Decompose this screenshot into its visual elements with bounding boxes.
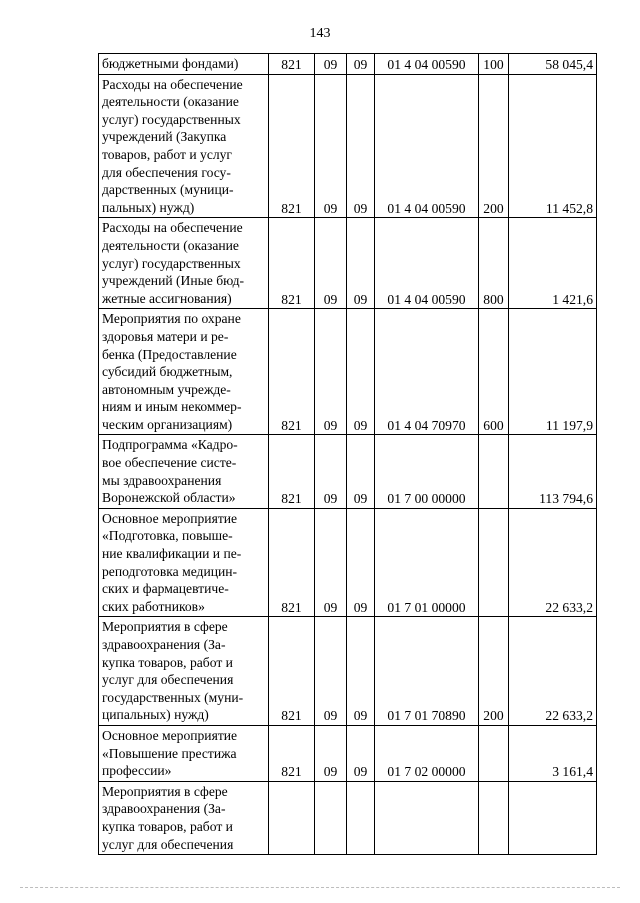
amount: 3 161,4 [509,725,597,781]
row-name-line: Мероприятия по охране [102,311,241,327]
section-code: 09 [315,218,347,309]
row-name-line: ских и фармацевтиче- [102,581,229,597]
row-name [99,435,269,508]
section-code: 09 [315,725,347,781]
row-name-line: профессии» [102,763,172,779]
row-name-line: «Подготовка, повыше- [102,528,233,544]
expense-type-code [479,435,509,508]
row-name-line: здравоохранения (За- [102,637,226,652]
row-name-line: реподготовка медицин- [102,563,238,579]
table-row [99,508,597,617]
row-name-line: мы здравоохранения [102,472,222,488]
row-name-line: услуг) государственных [102,255,241,271]
row-name-line: Мероприятия в сфере [102,783,228,799]
target-article-code: 01 4 04 00590 [375,218,479,309]
subsection-code: 09 [347,218,375,309]
amount: 1 421,6 [509,218,597,309]
subsection-code: 09 [347,309,375,435]
expense-type-code: 100 [479,54,509,75]
amount [509,781,597,854]
row-name-line: ние квалификации и пе- [102,546,242,562]
row-name-line: деятельности (оказание [102,94,239,110]
row-name-line: Подпрограмма «Кадро- [102,437,238,453]
table-row [99,218,597,309]
ministry-code: 821 [269,725,315,781]
row-name [99,508,269,617]
target-article-code: 01 7 01 70890 [375,617,479,726]
target-article-code: 01 4 04 00590 [375,74,479,218]
subsection-code [347,781,375,854]
row-name [99,54,269,75]
ministry-code [269,781,315,854]
row-name-line: ских работников» [102,598,205,614]
row-name-line: для обеспечения госу- [102,164,231,180]
target-article-code: 01 7 02 00000 [375,725,479,781]
expense-type-code: 200 [479,617,509,726]
row-name [99,218,269,309]
budget-table [98,53,597,855]
target-article-code: 01 4 04 00590 [375,54,479,75]
section-code [315,781,347,854]
row-name-line: Расходы на обеспечение [102,76,243,92]
row-name-line: ческим организациям) [102,416,233,432]
row-name-line: Воронежской области» [102,490,236,506]
target-article-code [375,781,479,854]
row-name-line: ципальных) нужд) [102,707,209,723]
expense-type-code: 200 [479,74,509,218]
amount: 22 633,2 [509,617,597,726]
ministry-code: 821 [269,435,315,508]
table-row [99,725,597,781]
amount: 11 197,9 [509,309,597,435]
amount: 11 452,8 [509,74,597,218]
subsection-code: 09 [347,435,375,508]
row-name-line: услуг для обеспечения [102,672,234,688]
ministry-code: 821 [269,74,315,218]
row-name [99,74,269,218]
ministry-code: 821 [269,617,315,726]
target-article-code: 01 7 00 00000 [375,435,479,508]
expense-type-code [479,781,509,854]
row-name-line: здоровья матери и ре- [102,328,229,344]
row-name-line: жетные ассигнования) [102,290,232,306]
subsection-code: 09 [347,508,375,617]
section-code: 09 [315,508,347,617]
budget-table-body [99,54,597,855]
table-row [99,435,597,508]
amount: 22 633,2 [509,508,597,617]
row-name-line: Основное мероприятие [102,727,238,743]
page-number: 143 [309,26,331,41]
table-row [99,74,597,218]
target-article-code: 01 4 04 70970 [375,309,479,435]
row-name-line: пальных) нужд) [102,199,195,215]
section-code: 09 [315,617,347,726]
row-name-line: учреждений (Иные бюд- [102,273,245,289]
row-name-line: автономным учрежде- [102,381,231,397]
row-name-line: услуг для обеспечения [102,836,234,852]
page-bottom-divider [20,887,620,888]
row-name-line: «Повышение престижа [102,745,237,761]
row-name-line: субсидий бюджетным, [102,364,233,380]
row-name-line: учреждений (Закупка [102,129,227,145]
subsection-code: 09 [347,54,375,75]
row-name-line: товаров, работ и услуг [102,146,233,162]
row-name-line: здравоохранения (За- [102,801,226,817]
section-code: 09 [315,435,347,508]
row-name-line: Основное мероприятие [102,510,238,526]
row-name [99,725,269,781]
row-name-line: купка товаров, работ и [102,818,233,834]
row-name-line: купка товаров, работ и [102,654,233,670]
ministry-code: 821 [269,218,315,309]
ministry-code: 821 [269,54,315,75]
ministry-code: 821 [269,508,315,617]
row-name-line: государственных (муни- [102,689,244,705]
row-name-line: услуг) государственных [102,111,241,127]
row-name-line: ниям и иным некоммер- [102,399,242,415]
row-name-line: Мероприятия в сфере [102,619,228,635]
table-row [99,309,597,435]
table-row [99,54,597,75]
subsection-code: 09 [347,725,375,781]
section-code: 09 [315,74,347,218]
row-name [99,309,269,435]
ministry-code: 821 [269,309,315,435]
row-name-line: вое обеспечение систе- [102,455,237,471]
row-name [99,617,269,726]
table-row [99,781,597,854]
row-name-line: Расходы на обеспечение [102,220,243,236]
subsection-code: 09 [347,74,375,218]
amount: 113 794,6 [509,435,597,508]
expense-type-code [479,725,509,781]
row-name [99,781,269,854]
row-name-line: бюджетными фондами) [102,56,239,71]
table-row [99,617,597,726]
expense-type-code: 800 [479,218,509,309]
expense-type-code: 600 [479,309,509,435]
section-code: 09 [315,54,347,75]
section-code: 09 [315,309,347,435]
subsection-code: 09 [347,617,375,726]
expense-type-code [479,508,509,617]
row-name-line: деятельности (оказание [102,237,239,253]
target-article-code: 01 7 01 00000 [375,508,479,617]
amount: 58 045,4 [509,54,597,75]
row-name-line: дарственных (муници- [102,182,234,198]
row-name-line: бенка (Предоставление [102,346,237,362]
